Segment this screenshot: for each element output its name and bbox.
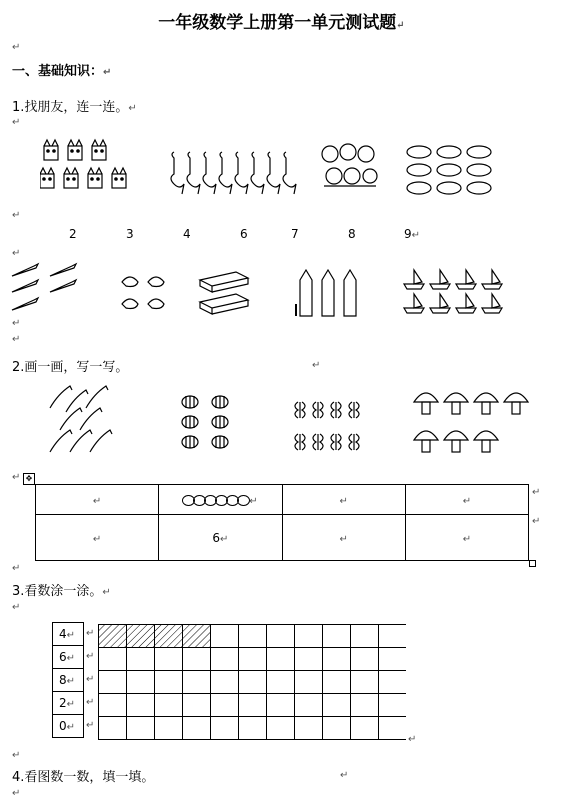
paragraph-mark: ↵ bbox=[12, 42, 21, 53]
shaded-grid-cell[interactable] bbox=[127, 625, 155, 648]
move-handle-icon[interactable]: ✥ bbox=[23, 473, 35, 485]
table-cell[interactable]: ↵ bbox=[405, 515, 528, 561]
grid-cell[interactable] bbox=[211, 648, 239, 671]
ostriches-picture bbox=[168, 148, 298, 196]
bees-picture bbox=[180, 392, 240, 452]
paragraph-mark: ↵ bbox=[12, 334, 21, 345]
grid-cell[interactable] bbox=[295, 717, 323, 740]
grid-cell[interactable] bbox=[127, 694, 155, 717]
grid-cell[interactable] bbox=[267, 648, 295, 671]
number-cell: 2↵ bbox=[53, 692, 83, 715]
grid-cell[interactable] bbox=[211, 671, 239, 694]
table-cell[interactable]: ↵ bbox=[282, 515, 405, 561]
grid-cell[interactable] bbox=[99, 717, 127, 740]
number-column bbox=[52, 622, 84, 738]
number-label: 3 bbox=[126, 227, 134, 241]
coloring-grid[interactable] bbox=[98, 624, 406, 742]
number-label: 2 bbox=[69, 227, 77, 241]
carrots-picture bbox=[10, 262, 86, 320]
grid-cell[interactable] bbox=[323, 648, 351, 671]
paragraph-mark: ↵ bbox=[86, 651, 95, 662]
grid-cell[interactable] bbox=[379, 625, 407, 648]
grid-cell[interactable] bbox=[351, 625, 379, 648]
grid-cell[interactable] bbox=[183, 671, 211, 694]
paragraph-mark: ↵ bbox=[12, 750, 21, 761]
paragraph-mark: ↵ bbox=[532, 487, 541, 498]
children-picture bbox=[318, 142, 384, 196]
grid-cell[interactable] bbox=[267, 671, 295, 694]
question-1: 1.找朋友，连一连。↵ bbox=[12, 100, 137, 115]
paragraph-mark: ↵ bbox=[86, 697, 95, 708]
grid-cell[interactable] bbox=[267, 717, 295, 740]
ducks-picture bbox=[118, 268, 174, 314]
grid-cell[interactable] bbox=[183, 648, 211, 671]
paragraph-mark: ↵ bbox=[312, 360, 321, 371]
grid-cell[interactable] bbox=[295, 694, 323, 717]
paragraph-mark: ↵ bbox=[86, 628, 95, 639]
number-label: 9↵ bbox=[404, 227, 421, 241]
table-cell[interactable]: ↵ bbox=[36, 515, 159, 561]
grid-cell[interactable] bbox=[211, 694, 239, 717]
paragraph-mark: ↵ bbox=[532, 516, 541, 527]
paragraph-mark: ↵ bbox=[12, 788, 21, 799]
grid-cell[interactable] bbox=[183, 694, 211, 717]
grid-cell[interactable] bbox=[323, 717, 351, 740]
question-3: 3.看数涂一涂。↵ bbox=[12, 584, 111, 599]
grid-cell[interactable] bbox=[323, 625, 351, 648]
mushrooms-picture bbox=[412, 386, 536, 456]
shaded-grid-cell[interactable] bbox=[99, 625, 127, 648]
grid-cell[interactable] bbox=[379, 671, 407, 694]
number-label: 7 bbox=[291, 227, 299, 241]
cats-picture bbox=[40, 138, 140, 194]
page-title: 一年级数学上册第一单元测试题↵ bbox=[158, 13, 405, 33]
grid-cell[interactable] bbox=[351, 671, 379, 694]
grid-cell[interactable] bbox=[211, 717, 239, 740]
paragraph-mark: ↵ bbox=[12, 248, 21, 259]
grid-cell[interactable] bbox=[295, 671, 323, 694]
resize-handle-icon[interactable] bbox=[529, 560, 536, 567]
paragraph-mark: ↵ bbox=[12, 318, 21, 329]
number-cell: 6↵ bbox=[53, 646, 83, 669]
number-cell: 8↵ bbox=[53, 669, 83, 692]
number-cell: 0↵ bbox=[59, 719, 76, 733]
paragraph-mark: ↵ bbox=[12, 563, 21, 574]
grid-cell[interactable] bbox=[295, 648, 323, 671]
grid-cell[interactable] bbox=[155, 671, 183, 694]
grid-cell[interactable] bbox=[379, 648, 407, 671]
question-4: 4.看图数一数，填一填。 bbox=[12, 770, 155, 785]
grid-cell[interactable] bbox=[127, 671, 155, 694]
grid-cell[interactable] bbox=[323, 671, 351, 694]
grid-cell[interactable] bbox=[351, 717, 379, 740]
grid-cell[interactable] bbox=[351, 694, 379, 717]
answer-table bbox=[35, 484, 529, 561]
circle-drawing bbox=[183, 493, 249, 507]
table-cell[interactable]: 6↵ bbox=[159, 515, 282, 561]
paragraph-mark: ↵ bbox=[12, 472, 21, 483]
grid-cell[interactable] bbox=[267, 694, 295, 717]
question-2: 2.画一画，写一写。 bbox=[12, 360, 129, 375]
grid-cell[interactable] bbox=[99, 671, 127, 694]
shaded-grid-cell[interactable] bbox=[183, 625, 211, 648]
paragraph-mark: ↵ bbox=[12, 602, 21, 613]
fish-picture bbox=[46, 382, 126, 456]
grid-cell[interactable] bbox=[323, 694, 351, 717]
grid-cell[interactable] bbox=[183, 717, 211, 740]
grid-cell[interactable] bbox=[351, 648, 379, 671]
grid-cell[interactable] bbox=[267, 625, 295, 648]
paragraph-mark: ↵ bbox=[12, 117, 21, 128]
table-cell[interactable]: ↵ bbox=[282, 485, 405, 515]
plates-picture bbox=[405, 142, 501, 198]
paragraph-mark: ↵ bbox=[340, 770, 349, 781]
grid-cell[interactable] bbox=[99, 694, 127, 717]
grid-cell[interactable] bbox=[155, 648, 183, 671]
grid-cell[interactable] bbox=[239, 625, 267, 648]
grid-cell[interactable] bbox=[155, 717, 183, 740]
grid-cell[interactable] bbox=[99, 648, 127, 671]
paragraph-mark: ↵ bbox=[408, 734, 417, 745]
pencils-picture bbox=[294, 268, 360, 320]
grid-cell[interactable] bbox=[127, 717, 155, 740]
grid-cell[interactable] bbox=[239, 671, 267, 694]
table-cell[interactable]: ↵ bbox=[159, 485, 282, 515]
grid-cell[interactable] bbox=[379, 717, 407, 740]
table-cell[interactable]: ↵ bbox=[36, 485, 159, 515]
books-picture bbox=[196, 268, 250, 318]
grid-cell[interactable] bbox=[211, 625, 239, 648]
grid-cell[interactable] bbox=[155, 694, 183, 717]
number-cell: 4↵ bbox=[53, 623, 83, 646]
paragraph-mark: ↵ bbox=[12, 210, 21, 221]
grid-cell[interactable] bbox=[127, 648, 155, 671]
shaded-grid-cell[interactable] bbox=[155, 625, 183, 648]
paragraph-mark: ↵ bbox=[86, 674, 95, 685]
number-label: 8 bbox=[348, 227, 356, 241]
paragraph-mark: ↵ bbox=[86, 720, 95, 731]
grid-cell[interactable] bbox=[239, 717, 267, 740]
grid-cell[interactable] bbox=[295, 625, 323, 648]
butterflies-picture bbox=[292, 398, 372, 454]
number-label: 6 bbox=[240, 227, 248, 241]
grid-cell[interactable] bbox=[379, 694, 407, 717]
grid-cell[interactable] bbox=[239, 694, 267, 717]
section-heading: 一、基础知识：↵ bbox=[12, 64, 112, 79]
boats-picture bbox=[400, 268, 510, 318]
grid-cell[interactable] bbox=[239, 648, 267, 671]
table-cell[interactable]: ↵ bbox=[405, 485, 528, 515]
number-label: 4 bbox=[183, 227, 191, 241]
